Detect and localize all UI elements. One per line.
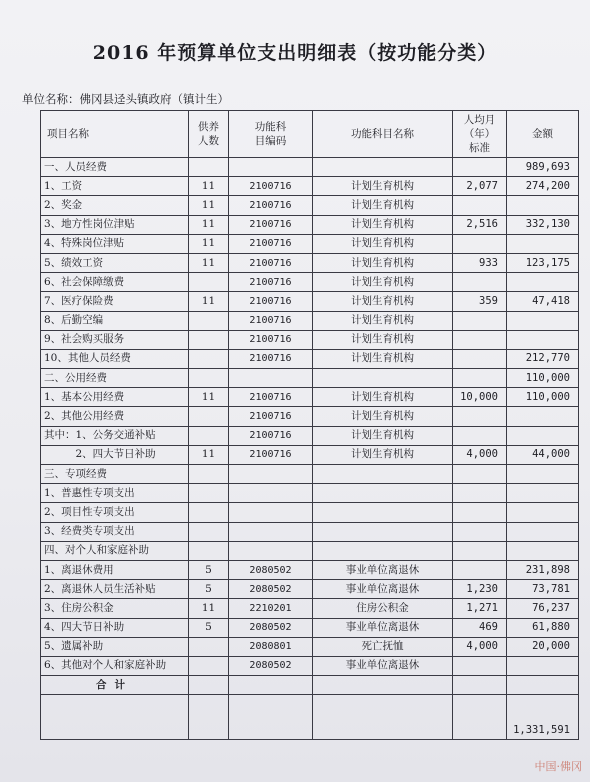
page-title: 2016 年预算单位支出明细表（按功能分类） (92, 42, 498, 64)
row-amount: 110,000 (507, 369, 579, 388)
row-amount (507, 503, 579, 522)
row-code: 2080502 (229, 618, 313, 637)
table-row (41, 426, 579, 445)
table-row (41, 311, 579, 330)
row-func-name (313, 465, 453, 484)
watermark-logo: 中国·佛冈 (534, 760, 582, 773)
row-std (453, 656, 507, 675)
row-amount (507, 465, 579, 484)
row-code (229, 484, 313, 503)
row-code: 2080502 (229, 580, 313, 599)
row-name: 四、对个人和家庭补助 (41, 541, 189, 560)
header-code (229, 111, 313, 158)
row-amount: 20,000 (507, 637, 579, 656)
row-people (189, 330, 229, 349)
row-amount: 212,770 (507, 349, 579, 368)
row-people (189, 656, 229, 675)
row-amount: 44,000 (507, 445, 579, 464)
table-row (41, 330, 579, 349)
row-code: 2210201 (229, 599, 313, 618)
row-amount (507, 522, 579, 541)
row-people (189, 369, 229, 388)
table-row (41, 292, 579, 311)
grand-total-blank-4 (313, 695, 453, 740)
row-name: 7、医疗保险费 (41, 292, 189, 311)
row-code: 2080502 (229, 560, 313, 579)
row-std (453, 560, 507, 579)
total-label: 合计 (41, 676, 189, 695)
row-people (189, 407, 229, 426)
row-name: 1、工资 (41, 177, 189, 196)
header-amount: 金额 (507, 111, 579, 158)
row-people (189, 637, 229, 656)
row-amount (507, 311, 579, 330)
row-std: 933 (453, 253, 507, 272)
row-func-name: 计划生育机构 (313, 426, 453, 445)
table-row (41, 465, 579, 484)
row-people: 11 (189, 177, 229, 196)
row-std (453, 349, 507, 368)
header-people-text: 供养 人数 (198, 121, 219, 147)
row-code: 2100716 (229, 311, 313, 330)
row-func-name: 计划生育机构 (313, 196, 453, 215)
row-code (229, 158, 313, 177)
row-func-name: 计划生育机构 (313, 253, 453, 272)
row-func-name (313, 158, 453, 177)
row-func-name: 计划生育机构 (313, 273, 453, 292)
row-func-name: 计划生育机构 (313, 215, 453, 234)
total-code (229, 676, 313, 695)
row-amount: 274,200 (507, 177, 579, 196)
row-std: 2,077 (453, 177, 507, 196)
row-std: 4,000 (453, 445, 507, 464)
row-name: 1、离退休费用 (41, 560, 189, 579)
total-people (189, 676, 229, 695)
row-func-name: 计划生育机构 (313, 445, 453, 464)
row-std (453, 426, 507, 445)
unit-name-label: 单位名称：佛冈县迳头镇政府（镇计生） (22, 92, 229, 106)
row-func-name: 死亡抚恤 (313, 637, 453, 656)
row-code (229, 503, 313, 522)
row-name: 3、地方性岗位津贴 (41, 215, 189, 234)
row-name: 2、项目性专项支出 (41, 503, 189, 522)
row-func-name: 计划生育机构 (313, 349, 453, 368)
row-amount (507, 656, 579, 675)
budget-table (40, 110, 579, 740)
row-amount: 123,175 (507, 253, 579, 272)
row-code: 2100716 (229, 196, 313, 215)
row-func-name: 事业单位离退休 (313, 580, 453, 599)
table-header-row (41, 111, 579, 158)
row-func-name (313, 503, 453, 522)
row-std (453, 465, 507, 484)
row-code (229, 522, 313, 541)
table-row (41, 484, 579, 503)
row-people: 11 (189, 196, 229, 215)
row-people: 11 (189, 599, 229, 618)
header-std (453, 111, 507, 158)
row-amount: 989,693 (507, 158, 579, 177)
table-row (41, 522, 579, 541)
row-code: 2100716 (229, 426, 313, 445)
row-people (189, 503, 229, 522)
row-std: 469 (453, 618, 507, 637)
row-people: 11 (189, 388, 229, 407)
table-row (41, 541, 579, 560)
row-code: 2100716 (229, 177, 313, 196)
row-std (453, 369, 507, 388)
row-std: 359 (453, 292, 507, 311)
row-std (453, 503, 507, 522)
table-row (41, 618, 579, 637)
row-name: 2、其他公用经费 (41, 407, 189, 426)
row-people (189, 158, 229, 177)
row-code: 2100716 (229, 273, 313, 292)
row-amount: 73,781 (507, 580, 579, 599)
row-amount (507, 234, 579, 253)
row-people (189, 426, 229, 445)
row-code: 2100716 (229, 234, 313, 253)
row-name: 三、专项经费 (41, 465, 189, 484)
row-amount: 110,000 (507, 388, 579, 407)
table-row (41, 656, 579, 675)
row-name: 3、经费类专项支出 (41, 522, 189, 541)
row-std: 1,271 (453, 599, 507, 618)
table-row (41, 560, 579, 579)
row-name: 2、奖金 (41, 196, 189, 215)
grand-total-blank-2 (189, 695, 229, 740)
row-std (453, 196, 507, 215)
row-name: 1、基本公用经费 (41, 388, 189, 407)
row-people (189, 484, 229, 503)
row-people: 11 (189, 234, 229, 253)
row-func-name: 计划生育机构 (313, 388, 453, 407)
row-amount: 332,130 (507, 215, 579, 234)
table-row (41, 196, 579, 215)
row-amount: 76,237 (507, 599, 579, 618)
row-amount (507, 273, 579, 292)
total-std (453, 676, 507, 695)
table-row (41, 177, 579, 196)
header-name: 项目名称 (41, 111, 189, 158)
table-row (41, 253, 579, 272)
table-row (41, 273, 579, 292)
row-code: 2100716 (229, 253, 313, 272)
row-people: 11 (189, 292, 229, 311)
row-people: 11 (189, 215, 229, 234)
total-row (41, 676, 579, 695)
header-std-text: 人均月 （年） 标准 (463, 114, 496, 154)
row-name: 1、普惠性专项支出 (41, 484, 189, 503)
row-code (229, 465, 313, 484)
row-func-name (313, 369, 453, 388)
row-people (189, 311, 229, 330)
table-row (41, 503, 579, 522)
table-row (41, 580, 579, 599)
row-std (453, 484, 507, 503)
row-std (453, 522, 507, 541)
row-code: 2100716 (229, 215, 313, 234)
table-row (41, 215, 579, 234)
row-amount (507, 541, 579, 560)
grand-total-blank-5 (453, 695, 507, 740)
row-func-name: 住房公积金 (313, 599, 453, 618)
grand-total-blank-3 (229, 695, 313, 740)
row-std (453, 158, 507, 177)
row-code: 2100716 (229, 330, 313, 349)
row-func-name: 计划生育机构 (313, 292, 453, 311)
row-people (189, 349, 229, 368)
row-func-name (313, 522, 453, 541)
table-row (41, 234, 579, 253)
row-std (453, 311, 507, 330)
row-code: 2100716 (229, 445, 313, 464)
row-std (453, 234, 507, 253)
row-std: 1,230 (453, 580, 507, 599)
row-std (453, 541, 507, 560)
row-people (189, 522, 229, 541)
row-code: 2100716 (229, 388, 313, 407)
grand-total-amount: 1,331,591 (507, 695, 579, 740)
row-name: 4、四大节日补助 (41, 618, 189, 637)
table-row (41, 445, 579, 464)
table-row (41, 388, 579, 407)
total-amount-empty (507, 676, 579, 695)
table-row (41, 349, 579, 368)
row-amount: 231,898 (507, 560, 579, 579)
row-func-name: 计划生育机构 (313, 311, 453, 330)
row-func-name: 计划生育机构 (313, 177, 453, 196)
row-code: 2100716 (229, 292, 313, 311)
row-code: 2080801 (229, 637, 313, 656)
row-people: 5 (189, 560, 229, 579)
row-people: 11 (189, 445, 229, 464)
row-name: 其中：1、公务交通补贴 (41, 426, 189, 445)
row-code (229, 541, 313, 560)
row-code: 2080502 (229, 656, 313, 675)
row-name: 3、住房公积金 (41, 599, 189, 618)
row-func-name: 计划生育机构 (313, 407, 453, 426)
row-std (453, 330, 507, 349)
row-func-name: 事业单位离退休 (313, 618, 453, 637)
header-code-text: 功能科 目编码 (254, 121, 287, 147)
row-name: 二、公用经费 (41, 369, 189, 388)
row-name: 8、后勤空编 (41, 311, 189, 330)
row-people (189, 541, 229, 560)
row-amount (507, 407, 579, 426)
grand-total-blank-1 (41, 695, 189, 740)
row-name: 9、社会购买服务 (41, 330, 189, 349)
row-amount (507, 330, 579, 349)
row-name: 5、遗属补助 (41, 637, 189, 656)
row-people (189, 273, 229, 292)
row-code (229, 369, 313, 388)
row-code: 2100716 (229, 407, 313, 426)
row-func-name: 计划生育机构 (313, 234, 453, 253)
row-name: 10、其他人员经费 (41, 349, 189, 368)
table-row (41, 407, 579, 426)
row-people: 11 (189, 253, 229, 272)
row-amount (507, 484, 579, 503)
total-func (313, 676, 453, 695)
row-std (453, 407, 507, 426)
row-people (189, 465, 229, 484)
grand-total-row (41, 695, 579, 740)
row-func-name (313, 484, 453, 503)
row-name: 6、其他对个人和家庭补助 (41, 656, 189, 675)
row-func-name: 事业单位离退休 (313, 656, 453, 675)
row-func-name: 计划生育机构 (313, 330, 453, 349)
row-name: 2、离退休人员生活补贴 (41, 580, 189, 599)
table-row (41, 599, 579, 618)
row-func-name (313, 541, 453, 560)
table-row (41, 158, 579, 177)
row-name: 5、绩效工资 (41, 253, 189, 272)
row-amount: 61,880 (507, 618, 579, 637)
row-name: 6、社会保障缴费 (41, 273, 189, 292)
row-name: 一、人员经费 (41, 158, 189, 177)
header-func-name: 功能科目名称 (313, 111, 453, 158)
row-name: 4、特殊岗位津贴 (41, 234, 189, 253)
row-people: 5 (189, 580, 229, 599)
row-amount (507, 426, 579, 445)
row-std: 4,000 (453, 637, 507, 656)
row-code: 2100716 (229, 349, 313, 368)
row-people: 5 (189, 618, 229, 637)
table-row (41, 369, 579, 388)
row-amount: 47,418 (507, 292, 579, 311)
row-amount (507, 196, 579, 215)
row-std: 10,000 (453, 388, 507, 407)
table-row (41, 637, 579, 656)
row-func-name: 事业单位离退休 (313, 560, 453, 579)
row-std: 2,516 (453, 215, 507, 234)
row-std (453, 273, 507, 292)
header-people (189, 111, 229, 158)
row-name: 2、四大节日补助 (41, 445, 189, 464)
